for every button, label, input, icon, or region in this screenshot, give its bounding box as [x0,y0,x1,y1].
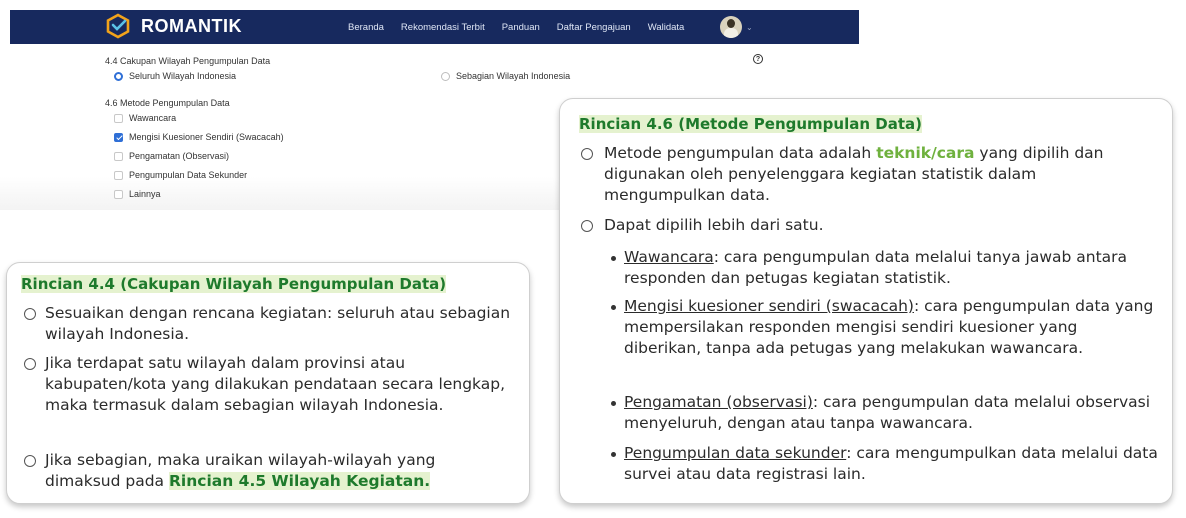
checkbox-observasi[interactable] [114,151,229,161]
nav-panduan[interactable]: Panduan [501,21,540,33]
radio-sebagian-wilayah[interactable] [441,71,570,81]
dot-bullet-icon [611,452,616,457]
nav-daftar-pengajuan[interactable]: Daftar Pengajuan [556,21,631,33]
dot-bullet-icon [611,401,616,406]
method-desc: : cara pengumpulan data yang mempersilakan responden mengisi sendiri kuesioner yang diberikan, tanpa ada petugas yang melakukan wawancara. [624,297,1154,357]
method-item [624,247,1159,289]
checkbox-label: Mengisi Kuesioner Sendiri (Swacacah) [129,132,284,142]
method-item [624,392,1159,434]
checkbox[interactable] [114,171,123,180]
radio-button[interactable] [441,72,450,81]
checkbox[interactable] [114,114,123,123]
nav-rekomendasi-terbit[interactable]: Rekomendasi Terbit [400,21,485,33]
brand[interactable] [105,13,242,39]
checkbox-label: Pengamatan (Observasi) [129,151,230,161]
method-item [624,296,1159,359]
callout-paragraph: Dapat dipilih lebih dari satu. [604,216,824,234]
checkbox[interactable] [114,152,123,161]
text: yang dipilih dan digunakan oleh penyelenggara kegiatan statistik dalam mengumpulkan data. [604,144,1104,204]
circle-bullet-icon [581,148,593,160]
method-desc: : cara mengumpulkan data melalui data survei atau data registrasi lain. [624,444,1158,483]
callout-paragraph [604,143,1159,206]
reference-highlight: Rincian 4.5 Wilayah Kegiatan. [169,472,431,490]
method-term: Mengisi kuesioner sendiri (swacacah) [624,297,914,315]
method-desc: : cara pengumpulan data melalui tanya jawab antara responden dan petugas kegiatan statistik. [624,248,1128,287]
callout-title: Rincian 4.4 (Cakupan Wilayah Pengumpulan Data) [21,275,447,293]
emphasis: teknik/cara [876,144,975,162]
nav-links [348,10,701,44]
checkbox[interactable] [114,190,123,199]
checkbox-lainnya[interactable] [114,189,161,199]
checkbox-wawancara[interactable] [114,113,176,123]
dot-bullet-icon [611,256,616,261]
callout-paragraph: Jika terdapat satu wilayah dalam provinsi atau kabupaten/kota yang dilakukan pendataan secara lengkap, maka termasuk dalam sebagian wilayah Indonesia. [45,354,506,414]
dot-bullet-icon [611,305,616,310]
question-4-4-title: 4.4 Cakupan Wilayah Pengumpulan Data [105,56,271,66]
nav-walidata[interactable]: Walidata [647,21,685,33]
circle-bullet-icon [24,358,36,370]
checkbox[interactable] [114,133,123,142]
avatar-icon[interactable] [720,16,742,38]
nav-beranda[interactable]: Beranda [348,21,384,33]
callout-rincian-4-6 [559,98,1173,504]
chevron-down-icon[interactable]: ⌄ [746,22,753,32]
method-term: Pengumpulan data sekunder [624,444,847,462]
callout-title: Rincian 4.6 (Metode Pengumpulan Data) [579,115,922,133]
callout-rincian-4-4 [6,262,530,504]
radio-label: Seluruh Wilayah Indonesia [129,71,237,81]
question-4-6-title: 4.6 Metode Pengumpulan Data [105,98,230,108]
checkbox-swacacah[interactable] [114,132,284,142]
text: Jika sebagian, maka uraikan wilayah-wilayah yang dimaksud pada [45,451,436,490]
checkbox-label: Wawancara [129,113,177,123]
top-navbar [10,10,859,44]
callout-paragraph: Sesuaikan dengan rencana kegiatan: seluruh atau sebagian wilayah Indonesia. [45,304,511,343]
circle-bullet-icon [581,220,593,232]
checkbox-data-sekunder[interactable] [114,170,247,180]
radio-label: Sebagian Wilayah Indonesia [456,71,571,81]
brand-name: ROMANTIK [141,15,242,36]
checkbox-label: Lainnya [129,189,161,199]
radio-seluruh-wilayah[interactable] [114,71,236,81]
help-icon[interactable]: ? [753,54,763,64]
method-item [624,443,1159,485]
method-desc: : cara pengumpulan data melalui observasi menyeluruh, dengan atau tanpa wawancara. [624,393,1151,432]
romantik-logo-icon [105,13,131,39]
checkbox-label: Pengumpulan Data Sekunder [129,170,248,180]
circle-bullet-icon [24,455,36,467]
radio-button[interactable] [114,72,123,81]
method-term: Wawancara [624,248,714,266]
callout-paragraph [45,450,515,492]
circle-bullet-icon [24,308,36,320]
text: Metode pengumpulan data adalah [604,144,877,162]
method-term: Pengamatan (observasi) [624,393,813,411]
user-menu[interactable] [720,16,753,38]
